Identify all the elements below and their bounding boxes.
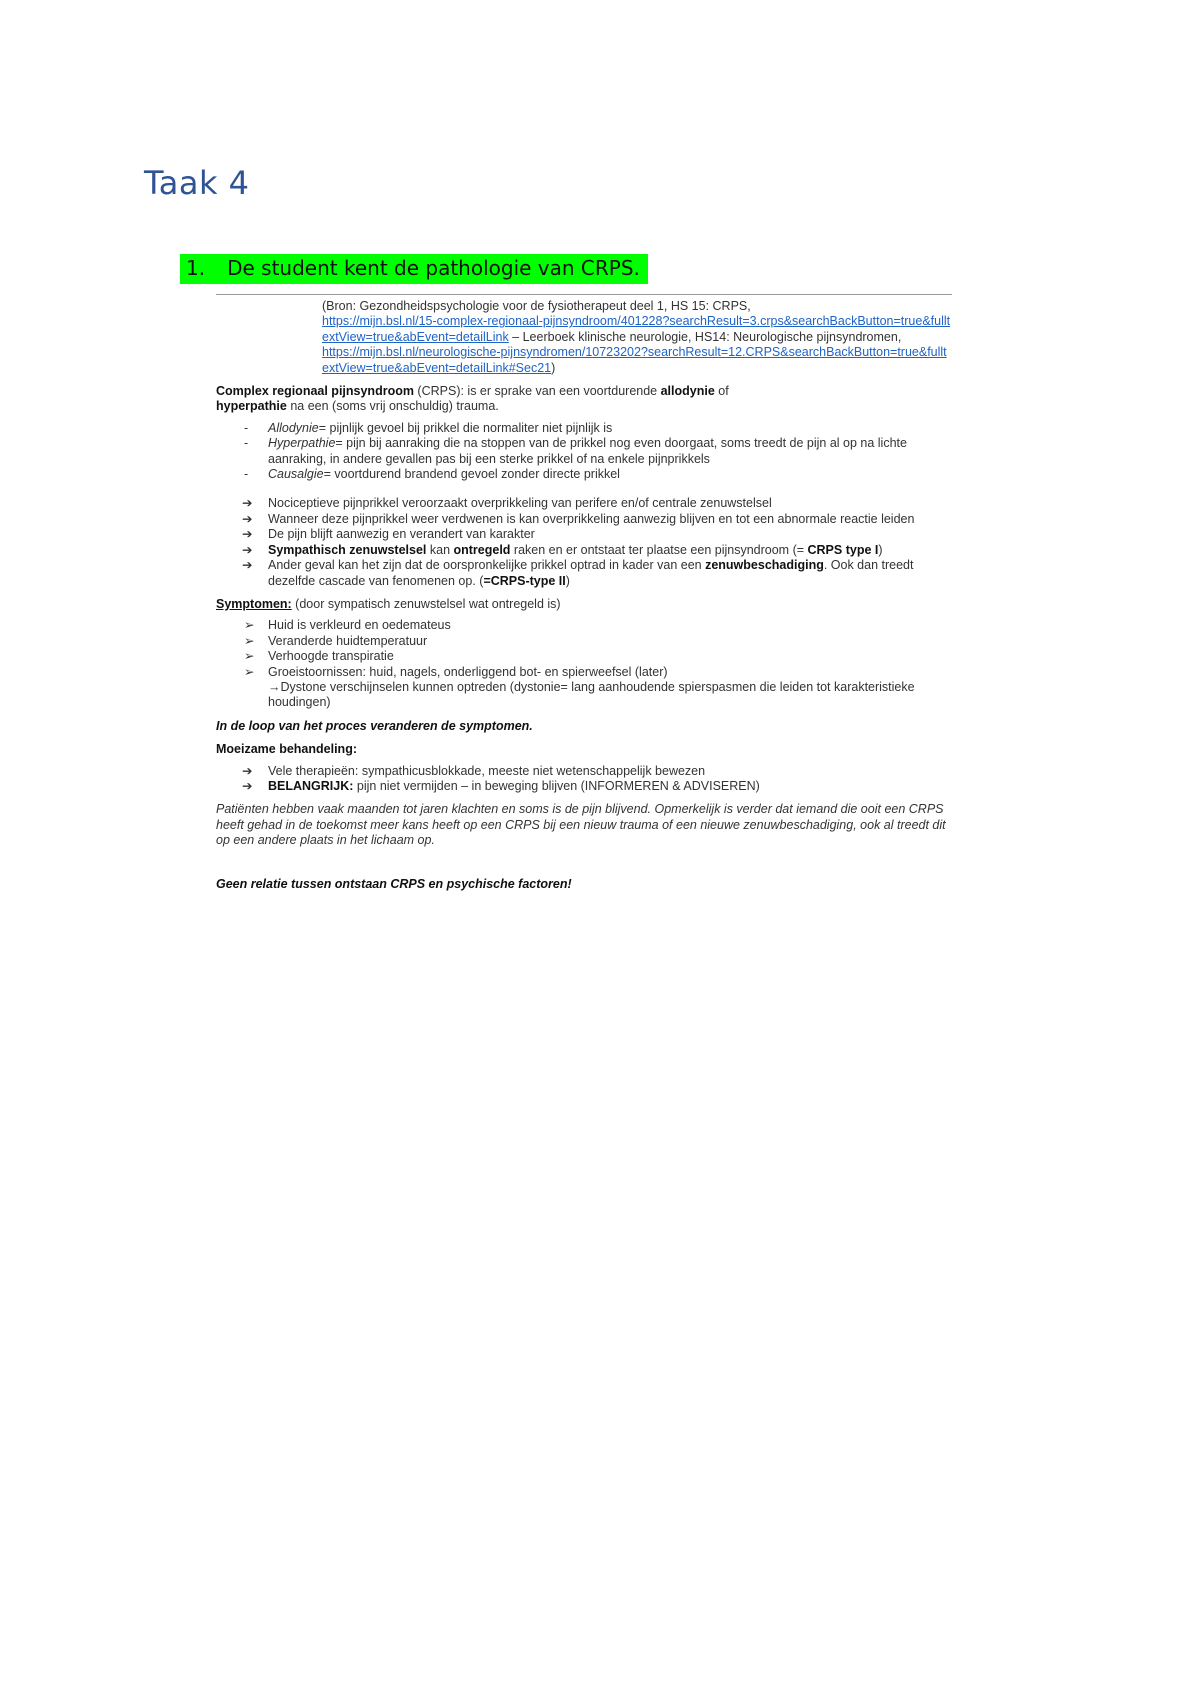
item-text: raken en er ontstaat ter plaatse een pijnsyndroom (=	[510, 542, 808, 557]
item-text: . Ook dan treedt dezelfde cascade van fenomenen op. (	[268, 558, 914, 588]
source-link-2[interactable]: https://mijn.bsl.nl/neurologische-pijnsyndromen/10723202?searchResult=12.CRPS&searchBackButton=true&fulltextView=true&abEvent=detailLink#Sec21	[322, 345, 947, 375]
dash-marker: -	[244, 420, 249, 435]
page-title: Taak 4	[144, 164, 250, 202]
item-bold: zenuwbeschadiging	[705, 558, 824, 573]
course-text: In de loop van het proces veranderen de symptomen.	[216, 718, 533, 733]
source-block	[322, 299, 952, 376]
symptoms-list	[216, 618, 952, 710]
mechanism-list	[216, 496, 952, 588]
arrow-icon: ➔	[242, 763, 253, 778]
source-line: (Bron: Gezondheidspsychologie voor de fysiotherapeut deel 1, HS 15: CRPS,	[322, 299, 751, 313]
list-item	[216, 467, 952, 482]
item-text: Nociceptieve pijnprikkel veroorzaakt overprikkeling van perifere en/of centrale zenuwstelsel	[268, 496, 772, 511]
item-text: Groeistoornissen: huid, nagels, onderliggend bot- en spierweefsel (later)	[268, 664, 668, 679]
chevron-icon: ➢	[244, 664, 255, 679]
definition-text: = voortdurend brandend gevoel zonder directe prikkel	[323, 467, 620, 482]
list-item	[216, 764, 952, 779]
list-item	[216, 665, 952, 711]
intro-allodynie: allodynie	[660, 384, 715, 399]
item-text: Wanneer deze pijnprikkel weer verdwenen is kan overprikkeling aanwezig blijven en tot een abnormale reactie leiden	[268, 511, 915, 526]
list-item	[216, 512, 952, 527]
arrow-icon: ➔	[242, 558, 253, 573]
intro-text-2: na een (soms vrij onschuldig) trauma.	[286, 399, 499, 414]
intro-term: Complex regionaal pijnsyndroom	[216, 384, 414, 399]
section-heading	[180, 254, 648, 284]
source-mid: – Leerboek klinische neurologie, HS14: Neurologische pijnsyndromen,	[508, 329, 902, 344]
definition-term: Causalgie	[268, 467, 324, 482]
item-text: Veranderde huidtemperatuur	[268, 633, 428, 648]
item-text: Ander geval kan het zijn dat de oorspronkelijke prikkel optrad in kader van een	[268, 558, 706, 573]
definition-text: = pijn bij aanraking die na stoppen van de prikkel nog even doorgaat, soms treedt de pijn al op na lichte aanraking, in andere gevallen pas bij een sterke prikkel of na enkele pijnprikkels	[268, 436, 907, 466]
arrow-icon: ➔	[242, 542, 253, 557]
chevron-icon: ➢	[244, 618, 255, 633]
list-item	[216, 779, 952, 794]
item-text: pijn niet vermijden – in beweging blijven (INFORMEREN & ADVISEREN)	[353, 778, 760, 793]
prognosis-paragraph	[216, 802, 952, 848]
item-bold: =CRPS-type II	[483, 573, 566, 588]
intro-text: (CRPS): is er sprake van een voortdurende	[413, 384, 661, 399]
item-bold: ontregeld	[453, 542, 511, 557]
list-item	[216, 649, 952, 664]
pasted-notes-image	[216, 294, 952, 892]
heading-number: 1.	[186, 256, 206, 280]
item-text: Verhoogde transpiratie	[268, 649, 394, 664]
definition-term: Hyperpathie	[268, 436, 336, 451]
item-text: De pijn blijft aanwezig en verandert van karakter	[268, 527, 535, 542]
chevron-icon: ➢	[244, 649, 255, 664]
prognosis-text: Patiënten hebben vaak maanden tot jaren klachten en soms is de pijn blijvend. Opmerkelijk is verder dat iemand die ooit een CRPS heeft gehad in de toekomst meer kans heeft op een CRPS bij een nieuw trauma of een nieuwe zenuwbeschadiging, ook al treedt dit op een andere plaats in het lichaam op.	[216, 802, 946, 848]
item-bold: CRPS type I	[807, 542, 879, 557]
list-item	[216, 618, 952, 633]
list-item	[216, 496, 952, 511]
conclusion-text: Geen relatie tussen ontstaan CRPS en psychische factoren!	[216, 876, 572, 891]
item-text: Huid is verkleurd en oedemateus	[268, 618, 451, 633]
chevron-icon: ➢	[244, 633, 255, 648]
divider-line	[216, 294, 952, 295]
definition-list	[216, 421, 952, 483]
arrow-icon: ➔	[242, 511, 253, 526]
list-item	[216, 421, 952, 436]
item-text: )	[878, 542, 883, 557]
dash-marker: -	[244, 436, 249, 451]
symptoms-note: (door sympatisch zenuwstelsel wat ontregeld is)	[291, 596, 561, 611]
item-text: kan	[426, 542, 454, 557]
list-item	[216, 527, 952, 542]
item-subtext: →Dystone verschijnselen kunnen optreden (dystonie= lang aanhoudende spierspasmen die leiden tot karakteristieke houdingen)	[268, 679, 915, 710]
list-item	[216, 543, 952, 558]
item-bold: Sympathisch zenuwstelsel	[268, 542, 427, 557]
symptoms-label: Symptomen:	[216, 596, 292, 611]
intro-hyperpathie: hyperpathie	[216, 399, 287, 414]
list-item	[216, 634, 952, 649]
item-text: )	[565, 573, 570, 588]
list-item	[216, 558, 952, 589]
arrow-icon: ➔	[242, 496, 253, 511]
arrow-icon: ➔	[242, 778, 253, 793]
dash-marker: -	[244, 467, 249, 482]
treatment-list	[216, 764, 952, 795]
symptoms-heading	[216, 597, 952, 612]
definition-text: = pijnlijk gevoel bij prikkel die normaliter niet pijnlijk is	[318, 420, 613, 435]
intro-of: of	[714, 384, 729, 399]
source-link-1[interactable]: https://mijn.bsl.nl/15-complex-regionaal-pijnsyndroom/401228?searchResult=3.crps&searchBackButton=true&fulltextView=true&abEvent=detailLink	[322, 314, 951, 344]
intro-paragraph	[216, 384, 952, 415]
treatment-heading	[216, 742, 952, 757]
course-note	[216, 719, 952, 734]
item-bold: BELANGRIJK:	[268, 778, 354, 793]
definition-term: Allodynie	[268, 420, 319, 435]
arrow-icon: ➔	[242, 527, 253, 542]
item-text: Vele therapieën: sympathicusblokkade, meeste niet wetenschappelijk bewezen	[268, 763, 706, 778]
heading-text: De student kent de pathologie van CRPS.	[227, 256, 640, 280]
treatment-label: Moeizame behandeling:	[216, 742, 357, 757]
conclusion	[216, 877, 952, 892]
source-close: )	[551, 360, 556, 375]
list-item	[216, 436, 952, 467]
